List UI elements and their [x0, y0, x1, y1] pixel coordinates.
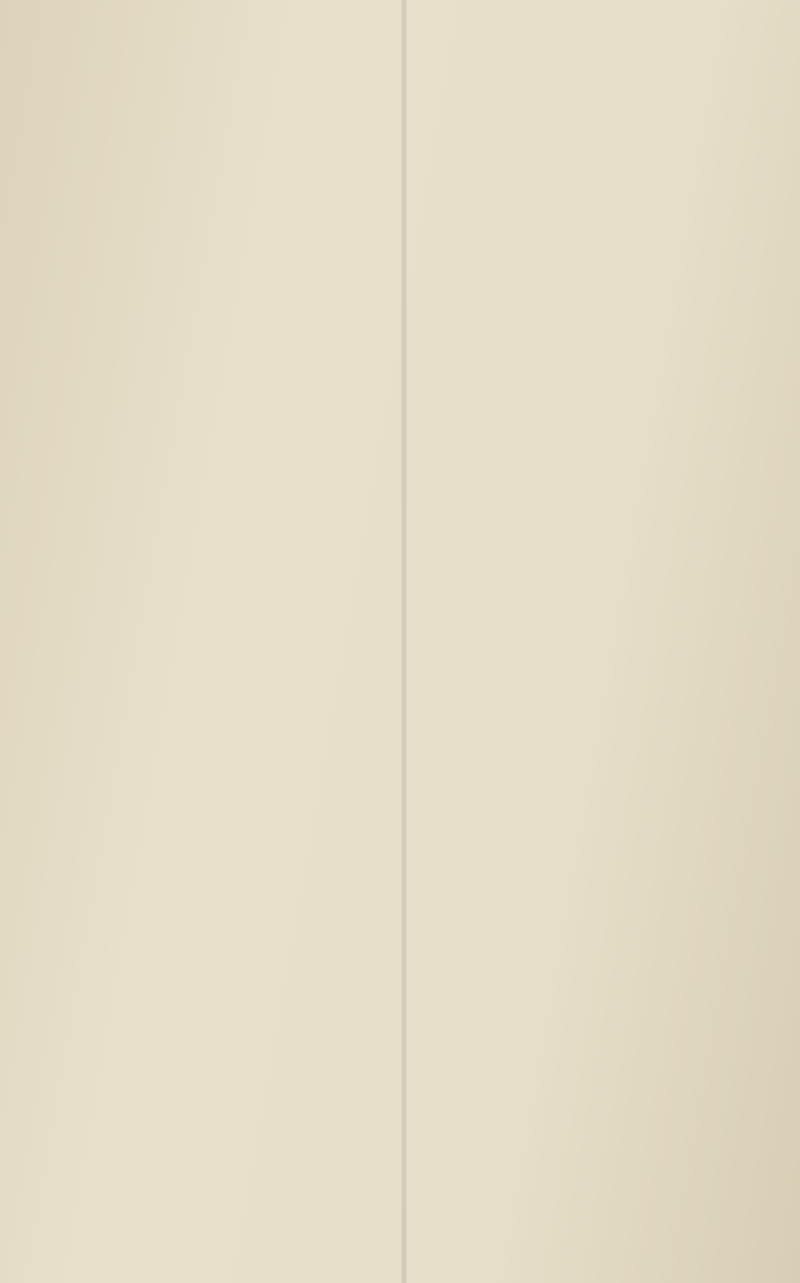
page-gutter [401, 0, 407, 1283]
